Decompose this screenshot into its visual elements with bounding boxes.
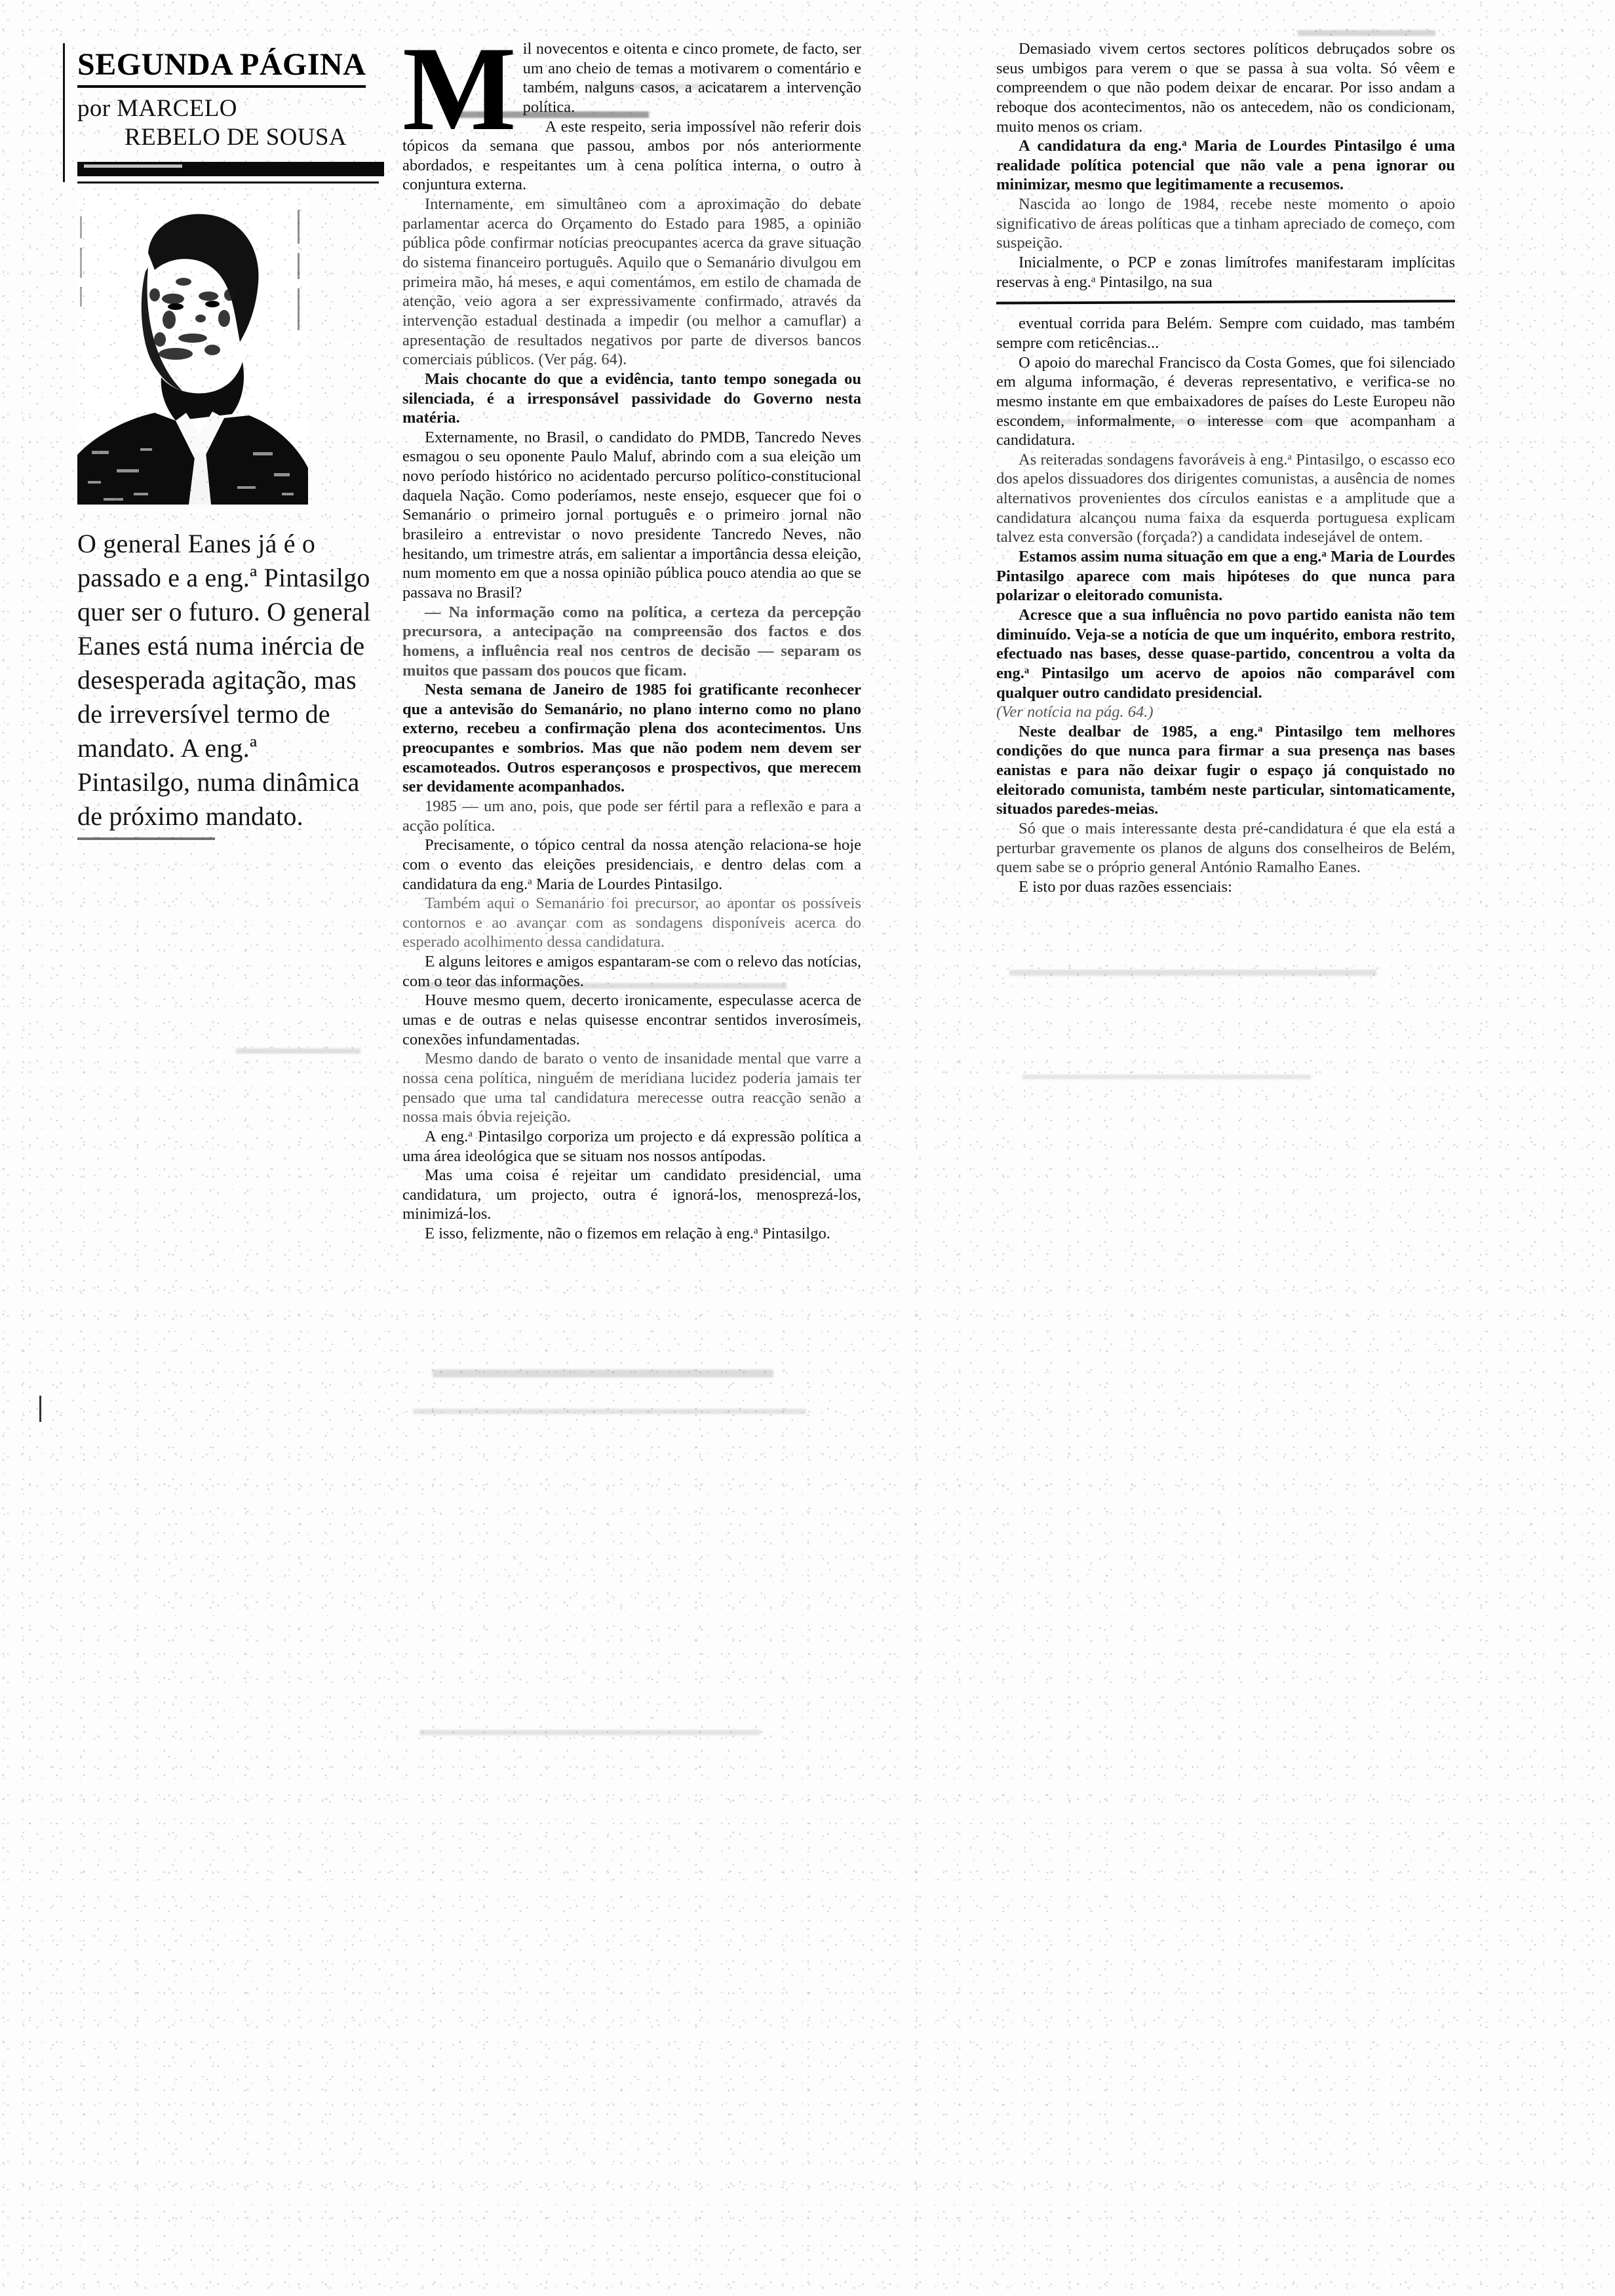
article-paragraph: Precisamente, o tópico central da nossa atenção relaciona-se hoje com o evento das eleições presidenciais, e dentro delas com a candidatura da eng.$^a$ Maria de Lourdes Pintasilgo.: [402, 836, 861, 893]
right-column-top-block: [996, 39, 1455, 292]
article-paragraph: Também aqui o Semanário foi precursor, ao apontar os possíveis contornos e ao avançar com as sondagens disponíveis acerca do esperado acolhimento dessa candidatura.: [402, 894, 861, 951]
article-paragraph: Mesmo dando de barato o vento de insanidade mental que varre a nossa cena política, ninguém de meridiana lucidez poderia jamais ter pensado que uma tal candidatura merecesse outra reacção senão a nossa mais óbvia rejeição.: [402, 1050, 861, 1126]
byline: [77, 94, 383, 151]
article-paragraph: Estamos assim numa situação em que a eng.$^a$ Maria de Lourdes Pintasilgo aparece com mais hipóteses do que nunca para polarizar o eleitorado comunista.: [996, 548, 1455, 605]
article-paragraph: Internamente, em simultâneo com a aproximação do debate parlamentar acerca do Orçamento do Estado para 1985, a opinião pública pôde confirmar notícias preocupantes acerca da grave situação do sistema financeiro português. Aquilo que o Semanário divulgou em primeira mão, há meses, e aqui comentámos, em estilo de chamada de atenção, veio agora a ser expressivamente confirmado, através da intervenção estadual destinada a impedir (ou melhor a camuflar) a apresentação de resultados negativos por parte de diversos bancos comerciais públicos. (Ver pág. 64).: [402, 195, 861, 369]
drop-cap: M: [402, 22, 516, 155]
article-paragraph: O apoio do marechal Francisco da Costa Gomes, que foi silenciado em alguma informação, é deveras representativo, e verifica-se no mesmo instante em que embaixadores de países do Leste Europeu não escondem, informalmente, o interesse com que acompanham a candidatura.: [996, 353, 1455, 450]
article-paragraph: E isso, felizmente, não o fizemos em relação à eng.$^a$ Pintasilgo.: [425, 1225, 830, 1243]
article-paragraph: Mais chocante do que a evidência, tanto tempo sonegada ou silenciada, é a irresponsável passividade do Governo nesta matéria.: [402, 370, 861, 427]
article-paragraph: A candidatura da eng.$^a$ Maria de Lourdes Pintasilgo é uma realidade política potencial que não vale a pena ignorar ou minimizar, mesmo que legitimamente a recusemos.: [996, 137, 1455, 194]
article-paragraph: A este respeito, seria impossível não referir dois tópicos da semana que passou, ambos por nós anteriormente abordados, e respeitantes um à cena política interna, o outro à conjuntura externa.: [402, 117, 861, 194]
article-paragraph: — Na informação como na política, a certeza da percepção precursora, a antecipação na compreensão dos factos e dos homens, a influência real nos centros de decisão — separam os muitos que passam dos poucos que ficam.: [402, 603, 861, 679]
article-paragraph: Houve mesmo quem, decerto ironicamente, especulasse acerca de umas e de outras e nelas quisesse encontrar sentidos inverosímeis, conexões infundamentadas.: [402, 991, 861, 1048]
middle-column: [402, 22, 862, 1244]
article-paragraph: Acresce que a sua influência no povo partido eanista não tem diminuído. Veja-se a notícia de que um inquérito, embora restrito, efectuado nas bases, desse quase-partido, concentrou a volta da eng.$^a$ Pintasilgo um acervo de apoios não comparável com qualquer outro candidato presidencial.: [996, 605, 1455, 702]
right-column: [996, 39, 1455, 897]
article-paragraph: 1985 — um ano, pois, que pode ser fértil para a reflexão e para a acção política.: [402, 797, 861, 835]
middle-column-text: [402, 22, 862, 1244]
page-edge-tick: [39, 1396, 41, 1422]
article-paragraph: A eng.$^a$ Pintasilgo corporiza um projecto e dá expressão política a uma área ideológica que se situam nos nossos antípodas.: [402, 1127, 862, 1165]
article-paragraph: (Ver notícia na pág. 64.): [996, 703, 1154, 721]
page-edge-rule: [63, 43, 65, 182]
page-title: SEGUNDA PÁGINA: [77, 47, 366, 82]
article-paragraph: E alguns leitores e amigos espantaram-se com o relevo das notícias, com o teor das informações.: [402, 953, 861, 990]
article-paragraph: Mas uma coisa é rejeitar um candidato presidencial, uma candidatura, um projecto, outra é ignorá-los, menosprezá-los, minimizá-los.: [402, 1166, 861, 1223]
masthead-thick-rule: [77, 162, 384, 176]
pull-quote: O general Eanes já é o passado e a eng.ª Pintasilgo quer ser o futuro. O general Eanes está numa inércia de desesperada agitação, mas de irreversível termo de mandato. A eng.ª Pintasilgo, numa dinâmica de próximo mandato.: [77, 529, 371, 832]
article-paragraph: Mil novecentos e oitenta e cinco promete, de facto, ser um ano cheio de temas a motivarem o comentário e também, nalguns casos, a acicatarem a intervenção política.: [402, 22, 861, 155]
masthead-hair-rule: [77, 182, 379, 183]
article-paragraph: Neste dealbar de 1985, a eng.$^a$ Pintasilgo tem melhores condições do que nunca para firmar a sua presença nas bases eanistas e para não deixar fugir o espaço já conquistado no eleitorado comunista, também neste particular, sintomaticamente, situados paredes-meias.: [996, 722, 1456, 818]
article-paragraph: Externamente, no Brasil, o candidato do PMDB, Tancredo Neves esmagou o seu oponente Paulo Maluf, abrindo com a sua eleição um novo período histórico no acidentado percurso político-constitucional daquela Nação. Como poderíamos, neste ensejo, esquecer que foi o Semanário o primeiro jornal português e o primeiro jornal não brasileiro a entrevistar o novo presidente Tancredo Neves, não hesitando, um trimestre atrás, em salientar a importância dessa eleição, num momento em que a nossa opinião pública pouco atendia ao que se passava no Brasil?: [402, 428, 861, 602]
portrait-image: [77, 190, 308, 505]
byline-author-name: REBELO DE SOUSA: [125, 123, 347, 151]
right-column-bottom-block: [996, 314, 1455, 896]
article-paragraph: Inicialmente, o PCP e zonas limítrofes manifestaram implícitas reservas à eng.$^a$ Pintasilgo, na sua: [996, 254, 1455, 291]
author-portrait-photo: [77, 190, 308, 505]
article-paragraph: As reiteradas sondagens favoráveis à eng.$^a$ Pintasilgo, o escasso eco dos apelos dissuadores dos dirigentes comunistas, a ausência de nomes alternativos provenientes dos círculos eanistas e a amplitude que a candidatura alcançou numa faixa da esquerda portuguesa explicam talvez esta conversão (forçada?) a candidata indesejável de ontem.: [996, 450, 1455, 546]
left-column: [68, 39, 383, 840]
article-paragraph: Nesta semana de Janeiro de 1985 foi gratificante reconhecer que a antevisão do Semanário, no plano interno como no plano externo, recebeu a confirmação plena dos acontecimentos. Uns preocupantes e sombrios. Mas que não podem nem devem ser escamoteados. Outros esperançosos e prospectivos, que merecem ser devidamente acompanhados.: [402, 681, 861, 796]
article-paragraph: eventual corrida para Belém. Sempre com cuidado, mas também sempre com reticências...: [996, 315, 1455, 352]
article-paragraph: Demasiado vivem certos sectores políticos debruçados sobre os seus umbigos para verem o que se passa à sua volta. Só vêem e compreendem o que não podem deixar de encarar. Por isso andam a reboque dos acontecimentos, não os antecedem, não os condicionam, muito menos os criam.: [996, 40, 1455, 136]
article-paragraph: E isto por duas razões essenciais:: [1019, 877, 1232, 896]
pull-quote-underline: [77, 837, 215, 840]
masthead-rule: [77, 85, 366, 88]
article-paragraph: Só que o mais interessante desta pré-candidatura é que ela está a perturbar gravemente os planos de alguns dos conselheiros de Belém, quem sabe se o próprio general António Ramalho Eanes.: [996, 819, 1455, 877]
byline-prefix: por MARCELO: [77, 94, 237, 122]
column-separator-rule: [996, 300, 1455, 305]
article-paragraph: Nascida ao longo de 1984, recebe neste momento o apoio significativo de áreas políticas que a tinham apreciado de começo, com suspeição.: [996, 195, 1455, 252]
